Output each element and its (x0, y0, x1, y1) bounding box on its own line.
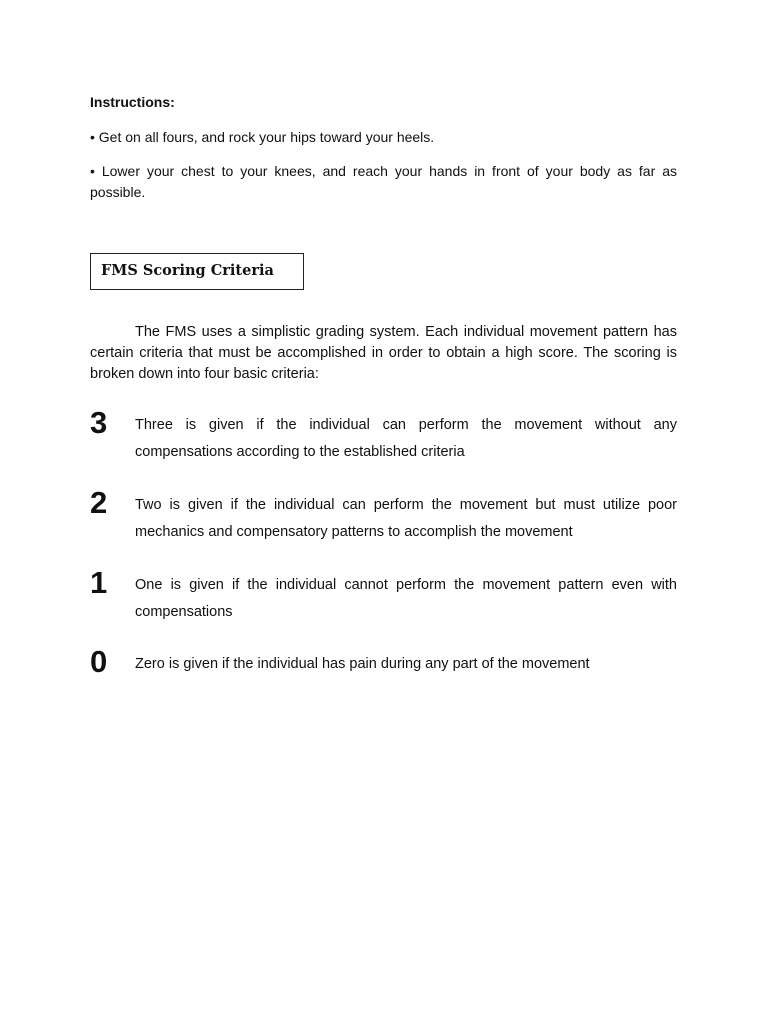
intro-paragraph: The FMS uses a simplistic grading system. Each individual movement pattern has certain criteria that must be accomplished in order to obtain a high score. The scoring is broken down into four basic criteria: (90, 324, 677, 382)
score-number: 2 (90, 485, 108, 520)
instruction-item: • Get on all fours, and rock your hips toward your heels. (90, 129, 435, 145)
score-description: One is given if the individual cannot perform the movement pattern even with compensations (135, 577, 677, 620)
instructions-heading: Instructions: (90, 94, 175, 110)
score-description: Zero is given if the individual has pain during any part of the movement (135, 656, 590, 672)
score-description: Two is given if the individual can perform the movement but must utilize poor mechanics and compensatory patterns to accomplish the movement (135, 497, 677, 540)
instruction-item: • Lower your chest to your knees, and reach your hands in front of your body as far as possible. (90, 163, 677, 200)
score-description: Three is given if the individual can perform the movement without any compensations according to the established criteria (135, 417, 677, 460)
score-number: 0 (90, 644, 108, 679)
score-number: 1 (90, 565, 108, 600)
section-title-box (90, 253, 304, 290)
section-title: FMS Scoring Criteria (101, 262, 274, 279)
score-number: 3 (90, 405, 108, 440)
